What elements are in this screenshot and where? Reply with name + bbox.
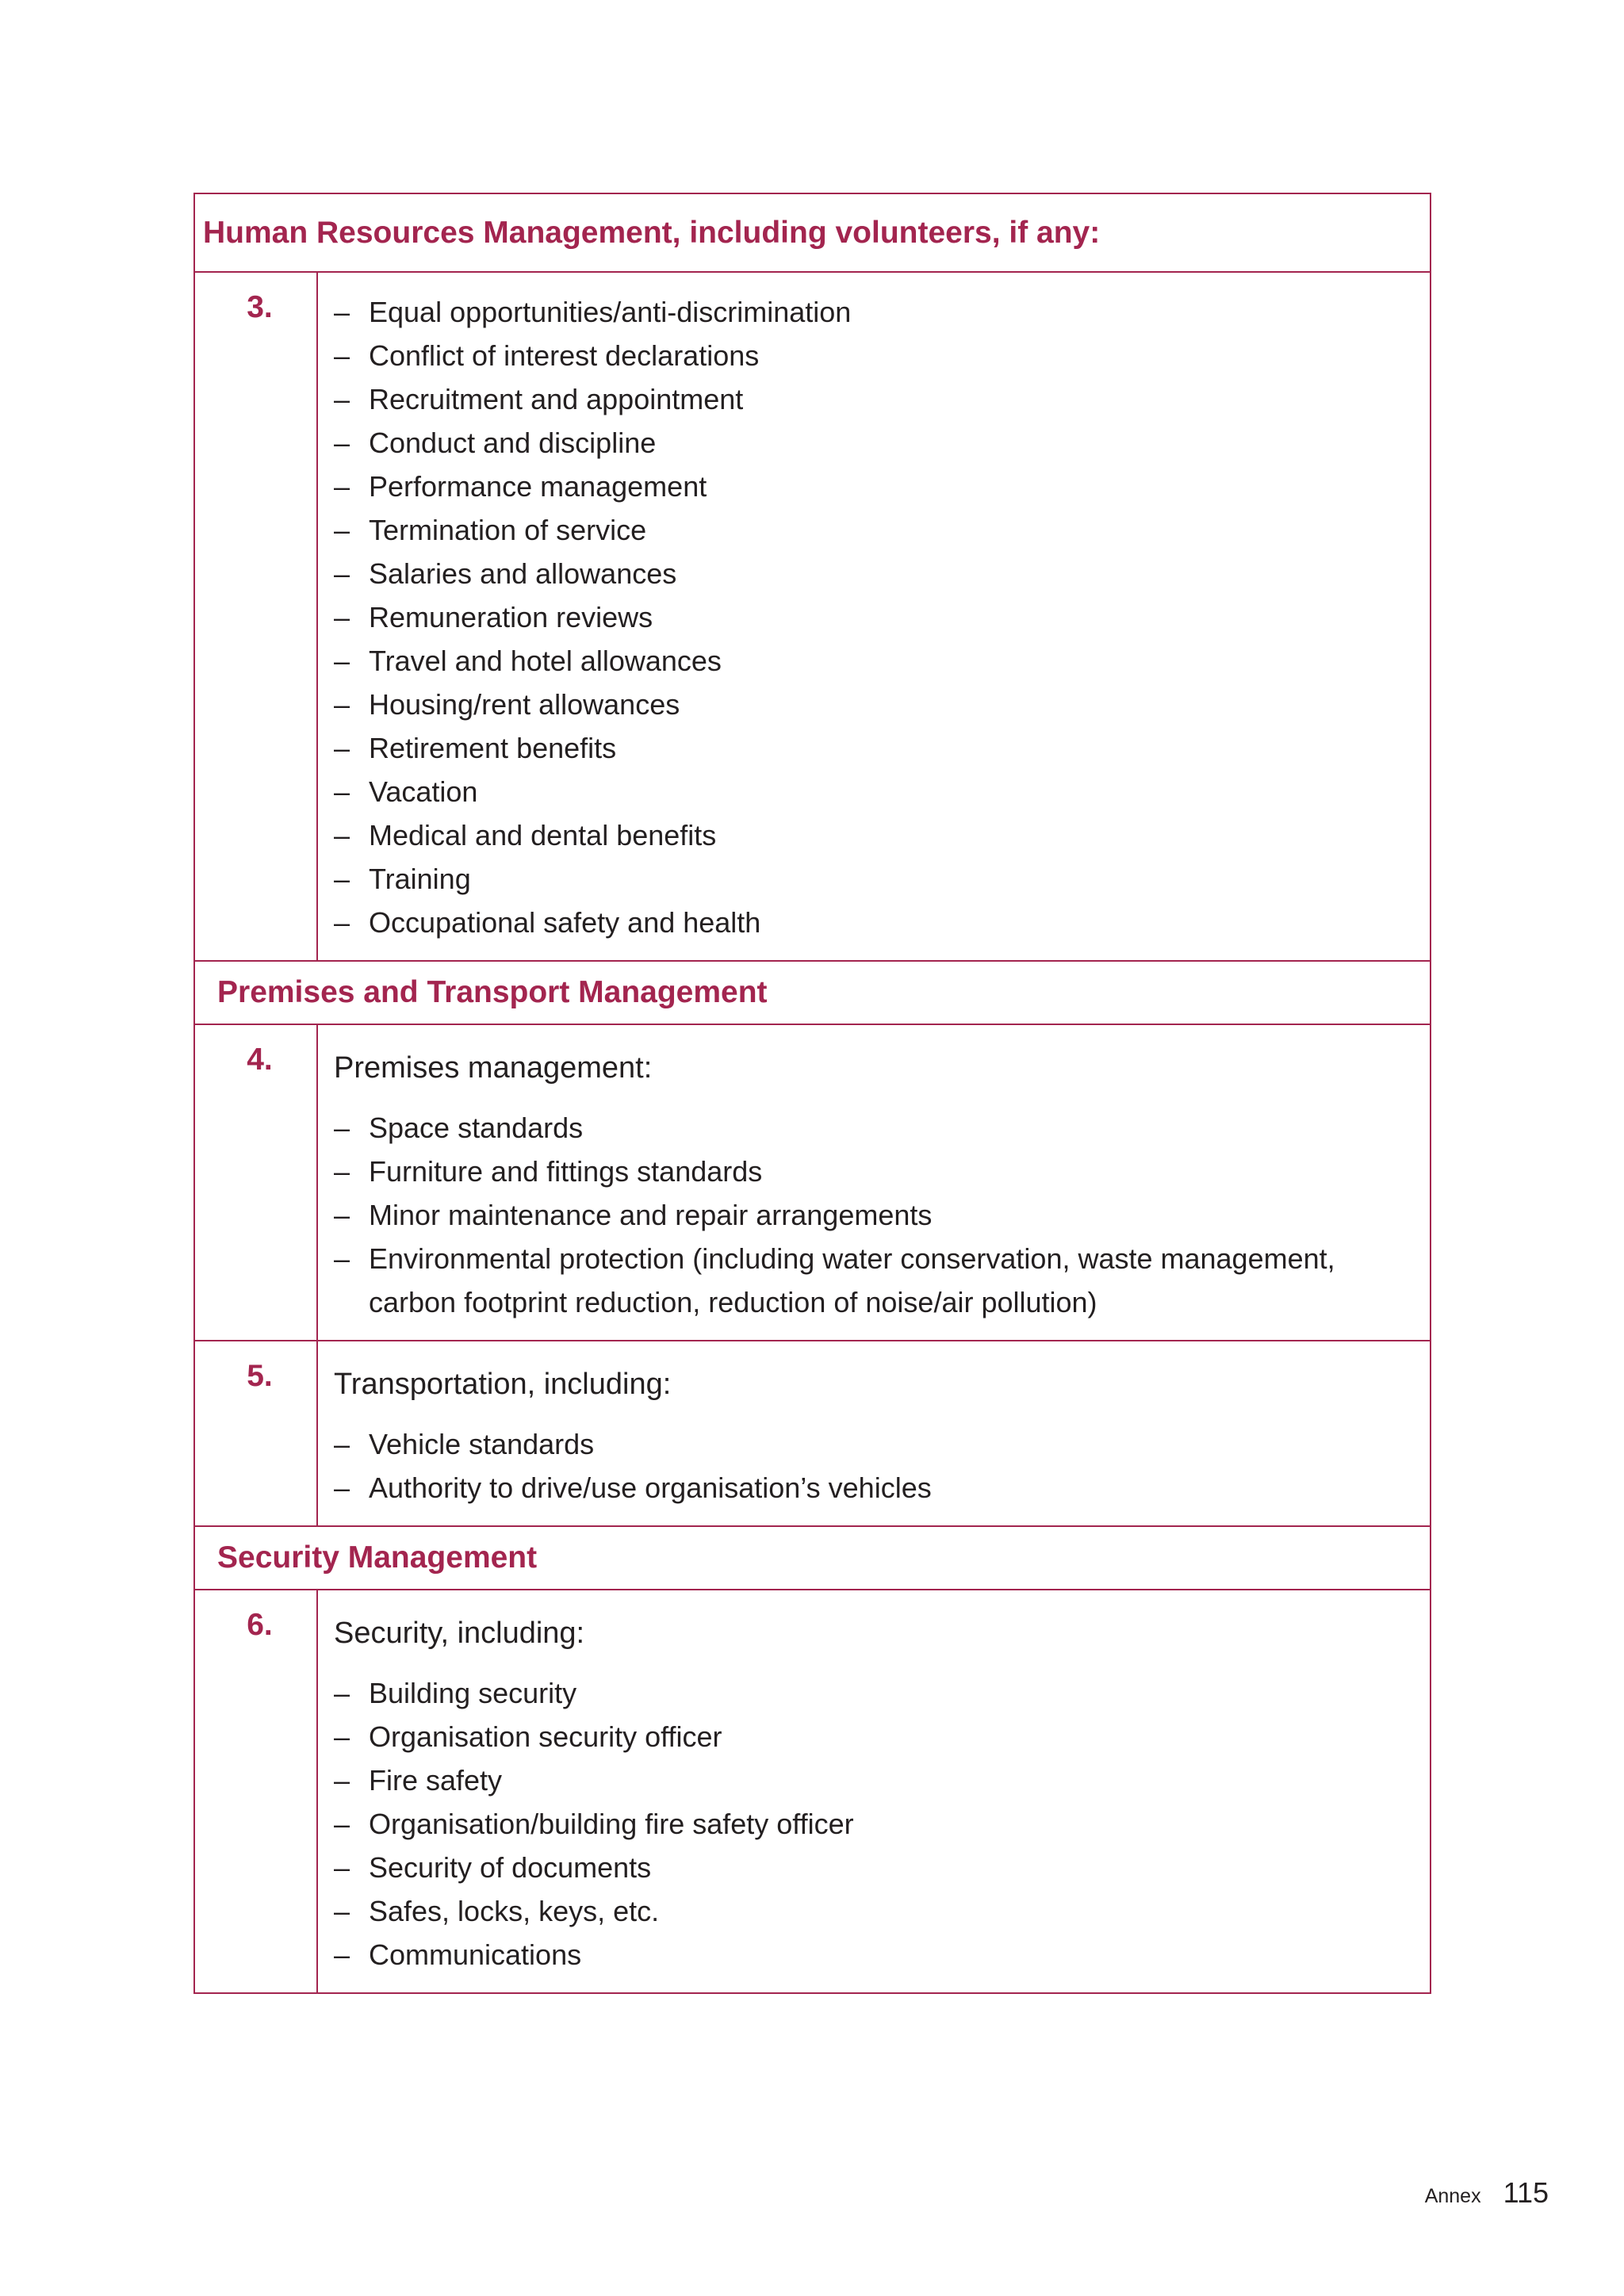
list-item	[334, 1846, 1414, 1889]
bullet-list	[334, 1671, 1414, 1976]
list-item-text: Fire safety	[369, 1764, 503, 1797]
dash-bullet-icon: –	[334, 819, 350, 851]
dash-bullet-icon: –	[334, 1677, 350, 1709]
list-item	[334, 552, 1414, 595]
row-number: 6.	[195, 1590, 318, 1992]
row-number: 5.	[195, 1341, 318, 1525]
list-item-text: Remuneration reviews	[369, 601, 653, 633]
list-item-text: Occupational safety and health	[369, 906, 761, 939]
list-item	[334, 1715, 1414, 1758]
dash-bullet-icon: –	[334, 514, 350, 546]
page-number: 115	[1503, 2176, 1549, 2209]
section-title-hr: Human Resources Management, including volunteers, if any:	[203, 215, 1101, 250]
dash-bullet-icon: –	[334, 1895, 350, 1927]
list-item	[334, 639, 1414, 683]
section-title-premises: Premises and Transport Management	[217, 975, 768, 1009]
list-item-text: Environmental protection (including water conservation, waste management, carbon footprint reduction, reduction of noise/air pollution)	[369, 1242, 1335, 1318]
list-item-text: Conduct and discipline	[369, 427, 657, 459]
list-item	[334, 1150, 1414, 1193]
section-header-hr	[195, 194, 1430, 273]
list-item-text: Training	[369, 863, 471, 895]
list-item	[334, 595, 1414, 639]
dash-bullet-icon: –	[334, 296, 350, 328]
list-item	[334, 1802, 1414, 1846]
dash-bullet-icon: –	[334, 383, 350, 415]
list-item-text: Travel and hotel allowances	[369, 645, 722, 677]
section-header-premises	[195, 962, 1430, 1025]
list-item-text: Performance management	[369, 470, 707, 503]
dash-bullet-icon: –	[334, 339, 350, 372]
list-item-text: Security of documents	[369, 1851, 652, 1884]
dash-bullet-icon: –	[334, 732, 350, 764]
list-item	[334, 770, 1414, 813]
bullet-list	[334, 290, 1414, 944]
dash-bullet-icon: –	[334, 645, 350, 677]
list-item-text: Communications	[369, 1938, 582, 1971]
list-item	[334, 1106, 1414, 1150]
list-item-text: Furniture and fittings standards	[369, 1155, 763, 1188]
row-lead: Transportation, including:	[334, 1368, 672, 1401]
row-content	[318, 273, 1430, 960]
list-item-text: Authority to drive/use organisation’s vehicles	[369, 1471, 932, 1504]
row-lead: Security, including:	[334, 1617, 585, 1650]
dash-bullet-icon: –	[334, 1471, 350, 1504]
list-item-text: Space standards	[369, 1112, 584, 1144]
list-item	[334, 334, 1414, 377]
list-item-text: Retirement benefits	[369, 732, 617, 764]
table-row-3	[195, 273, 1430, 962]
list-item	[334, 1193, 1414, 1237]
list-item-text: Medical and dental benefits	[369, 819, 717, 851]
list-item-text: Salaries and allowances	[369, 557, 677, 590]
footer-label: Annex	[1424, 2185, 1481, 2207]
list-item	[334, 508, 1414, 552]
list-item	[334, 857, 1414, 901]
list-item	[334, 1758, 1414, 1802]
dash-bullet-icon: –	[334, 427, 350, 459]
dash-bullet-icon: –	[334, 1199, 350, 1231]
list-item-text: Conflict of interest declarations	[369, 339, 760, 372]
list-item	[334, 1237, 1414, 1324]
row-number: 3.	[195, 273, 318, 960]
list-item	[334, 1889, 1414, 1933]
page-footer	[1425, 2176, 1549, 2210]
policy-table	[193, 193, 1431, 1994]
list-item-text: Termination of service	[369, 514, 647, 546]
dash-bullet-icon: –	[334, 1808, 350, 1840]
table-row-4	[195, 1025, 1430, 1341]
dash-bullet-icon: –	[334, 1242, 350, 1275]
list-item-text: Vacation	[369, 775, 478, 808]
row-content	[318, 1590, 1430, 1992]
list-item	[334, 290, 1414, 334]
list-item-text: Organisation security officer	[369, 1720, 722, 1753]
list-item-text: Vehicle standards	[369, 1428, 595, 1460]
dash-bullet-icon: –	[334, 906, 350, 939]
dash-bullet-icon: –	[334, 470, 350, 503]
row-lead: Premises management:	[334, 1051, 653, 1085]
dash-bullet-icon: –	[334, 1938, 350, 1971]
row-content	[318, 1341, 1430, 1525]
list-item	[334, 1671, 1414, 1715]
dash-bullet-icon: –	[334, 1851, 350, 1884]
bullet-list	[334, 1106, 1414, 1324]
list-item	[334, 813, 1414, 857]
list-item-text: Building security	[369, 1677, 577, 1709]
list-item-text: Organisation/building fire safety officer	[369, 1808, 854, 1840]
list-item	[334, 465, 1414, 508]
dash-bullet-icon: –	[334, 557, 350, 590]
dash-bullet-icon: –	[334, 688, 350, 721]
row-number: 4.	[195, 1025, 318, 1340]
dash-bullet-icon: –	[334, 601, 350, 633]
list-item	[334, 1422, 1414, 1466]
list-item-text: Housing/rent allowances	[369, 688, 680, 721]
section-header-security	[195, 1527, 1430, 1590]
dash-bullet-icon: –	[334, 1428, 350, 1460]
list-item	[334, 421, 1414, 465]
dash-bullet-icon: –	[334, 775, 350, 808]
list-item-text: Minor maintenance and repair arrangements	[369, 1199, 933, 1231]
table-row-5	[195, 1341, 1430, 1527]
list-item	[334, 683, 1414, 726]
list-item	[334, 1933, 1414, 1976]
list-item	[334, 726, 1414, 770]
list-item	[334, 901, 1414, 944]
table-row-6	[195, 1590, 1430, 1992]
dash-bullet-icon: –	[334, 1155, 350, 1188]
list-item	[334, 1466, 1414, 1510]
bullet-list	[334, 1422, 1414, 1510]
row-content	[318, 1025, 1430, 1340]
list-item-text: Equal opportunities/anti-discrimination	[369, 296, 852, 328]
dash-bullet-icon: –	[334, 1720, 350, 1753]
dash-bullet-icon: –	[334, 1764, 350, 1797]
list-item	[334, 377, 1414, 421]
dash-bullet-icon: –	[334, 1112, 350, 1144]
list-item-text: Safes, locks, keys, etc.	[369, 1895, 660, 1927]
list-item-text: Recruitment and appointment	[369, 383, 744, 415]
section-title-security: Security Management	[217, 1540, 538, 1575]
dash-bullet-icon: –	[334, 863, 350, 895]
